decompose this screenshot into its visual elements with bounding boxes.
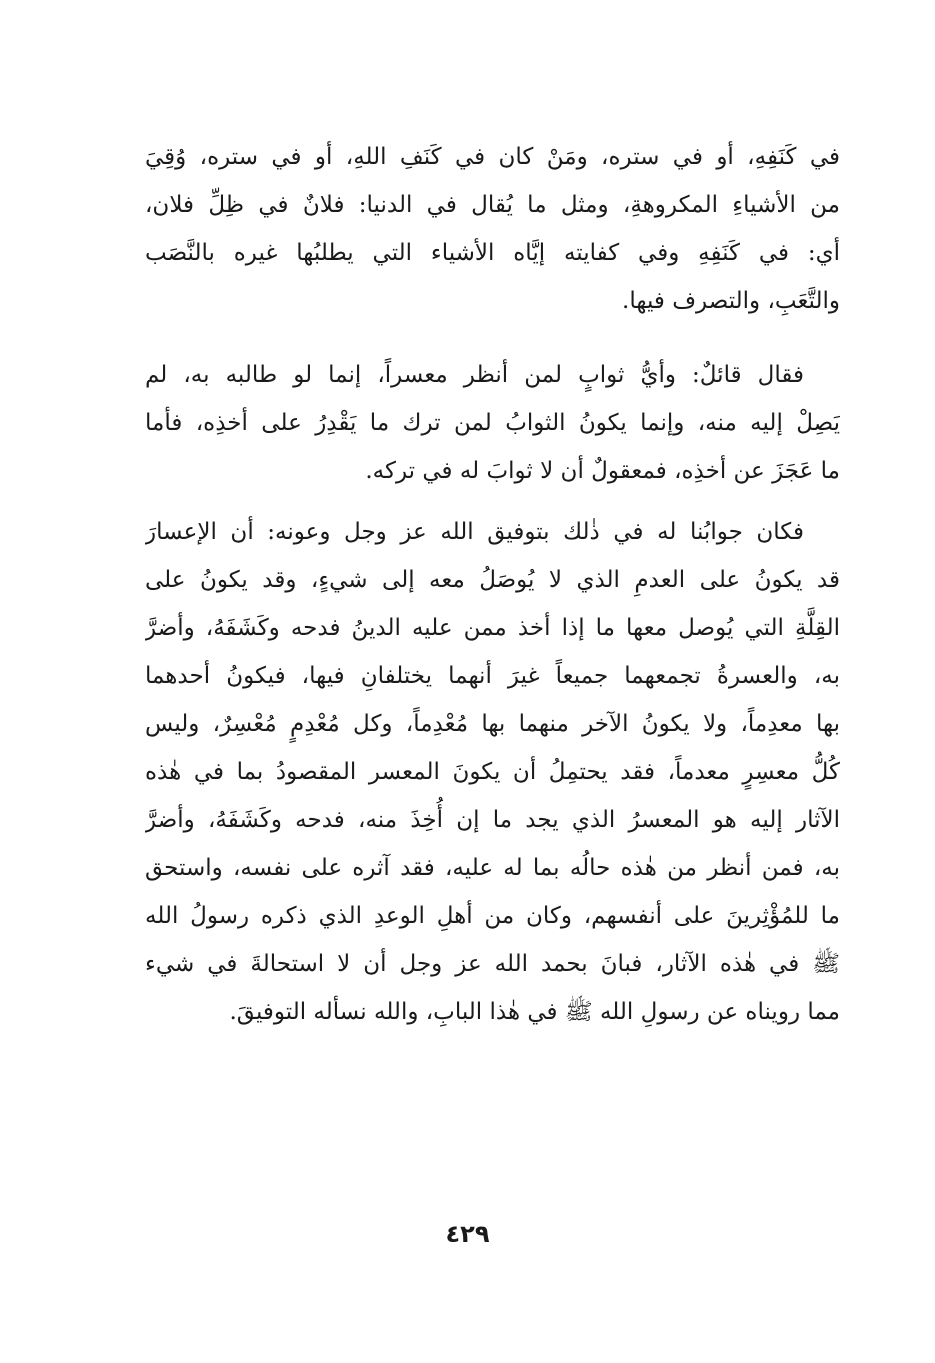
- paragraph-2: [145, 351, 840, 495]
- text-line: والتَّعَبِ، والتصرف فيها.: [622, 288, 840, 314]
- text-line: أي: في كَنَفِهِ وفي كفايته إيَّاه الأشياء التي يطلبُها غيره بالنَّصَب: [145, 240, 840, 266]
- text-line: ما عَجَزَ عن أخذِه، فمعقولٌ أن لا ثوابَ له في تركه.: [365, 458, 840, 484]
- text-line: فكان جوابُنا له في ذٰلك بتوفيق الله عز وجل وعونه: أن الإعسارَ: [145, 519, 804, 545]
- text-line: فقال قائلٌ: وأيُّ ثوابٍ لمن أنظر معسراً، إنما لو طالبه به، لم: [145, 362, 804, 388]
- text-line: الآثار إليه هو المعسرُ الذي يجد ما إن أُخِذَ منه، فدحه وكَشَفَهُ، وأضرَّ: [145, 807, 840, 833]
- text-line: ما للمُؤْثِرينَ على أنفسهم، وكان من أهلِ الوعدِ الذي ذكره رسولُ الله: [145, 903, 840, 929]
- paragraph-1: [145, 133, 840, 325]
- text-line: قد يكونُ على العدمِ الذي لا يُوصَلُ معه إلى شيءٍ، وقد يكونُ على: [145, 567, 840, 593]
- text-line: من الأشياءِ المكروهةِ، ومثل ما يُقال في الدنيا: فلانٌ في ظِلِّ فلان،: [145, 192, 840, 218]
- text-line: به، والعسرةُ تجمعهما جميعاً غيرَ أنهما يختلفانِ فيها، فيكونُ أحدهما: [145, 663, 840, 689]
- paragraph-3: [145, 508, 840, 1036]
- page-number: ٤٢٩: [445, 1220, 490, 1248]
- text-line: القِلَّةِ التي يُوصل معها ما إذا أخذ ممن عليه الدينُ فدحه وكَشَفَهُ، وأضرَّ: [145, 615, 840, 641]
- text-line: بها معدِماً، ولا يكونُ الآخر منهما بها مُعْدِماً، وكل مُعْدِمٍ مُعْسِرٌ، وليس: [145, 711, 840, 737]
- text-line: كُلُّ معسِرٍ معدماً، فقد يحتمِلُ أن يكونَ المعسر المقصودُ بما في هٰذه: [145, 759, 840, 785]
- text-line: يَصِلْ إليه منه، وإنما يكونُ الثوابُ لمن ترك ما يَقْدِرُ على أخذِه، فأما: [145, 410, 840, 436]
- text-line: مما رويناه عن رسولِ الله ﷺ في هٰذا البابِ، والله نسأله التوفيقَ.: [229, 999, 840, 1025]
- text-line: ﷺ في هٰذه الآثار، فبانَ بحمد الله عز وجل أن لا استحالةَ في شيء: [145, 951, 840, 977]
- text-line: في كَنَفِهِ، أو في ستره، ومَنْ كان في كَنَفِ اللهِ، أو في ستره، وُقِيَ: [145, 144, 840, 170]
- text-line: به، فمن أنظر من هٰذه حالُه بما له عليه، فقد آثره على نفسه، واستحق: [145, 855, 840, 881]
